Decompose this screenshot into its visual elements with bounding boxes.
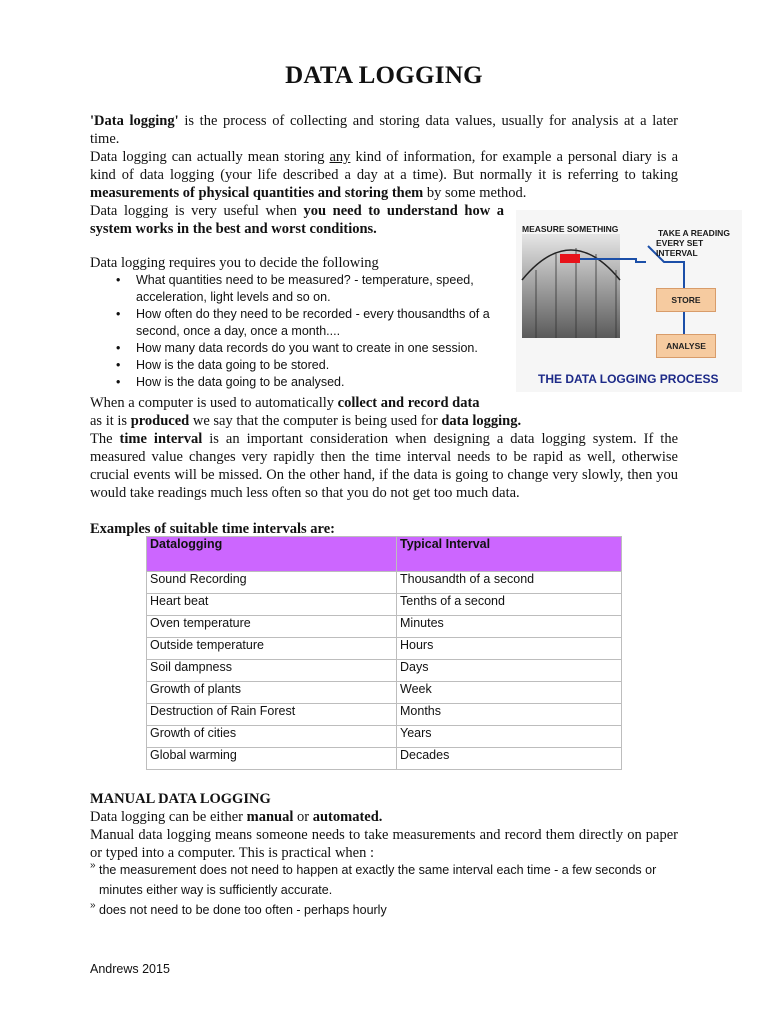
text-run: The xyxy=(90,431,120,447)
manual-line-2: Manual data logging means someone needs to take measurements and record them directly on paper or typed into a computer. This is practical when : xyxy=(90,827,678,861)
underlined-word: any xyxy=(329,149,351,165)
table-cell: Soil dampness xyxy=(147,660,397,682)
data-logging-process-diagram xyxy=(516,210,742,392)
table-row xyxy=(147,748,622,770)
bold-phrase: automated. xyxy=(312,809,383,825)
bold-phrase: manual xyxy=(246,809,294,825)
measure-label: MEASURE SOMETHING xyxy=(522,224,619,234)
table-cell: Tenths of a second xyxy=(397,594,622,616)
condition-text: the measurement does not need to happen at exactly the same interval each time - a few seconds or minutes either way is sufficiently accurate. xyxy=(99,863,657,897)
table-cell: Growth of cities xyxy=(147,726,397,748)
text-run: Data logging is very useful when xyxy=(90,203,304,219)
arrow-bullet-icon: » xyxy=(90,860,96,871)
table-cell: Minutes xyxy=(397,616,622,638)
intro-term: 'Data logging' xyxy=(90,113,179,129)
list-item: • What quantities need to be measured? - temperature, speed, acceleration, light levels and so on. xyxy=(90,272,512,306)
list-item: • How is the data going to be stored. xyxy=(90,357,512,374)
analyse-box: ANALYSE xyxy=(656,334,716,358)
take-reading-label: TAKE A READING xyxy=(658,228,730,238)
page-title: DATA LOGGING xyxy=(285,62,483,89)
text-run: we say that the computer is being used for xyxy=(189,413,442,429)
table-cell: Decades xyxy=(397,748,622,770)
text-run: by some method. xyxy=(423,185,527,201)
condition-text: does not need to be done too often - perhaps hourly xyxy=(99,903,387,917)
text-run: as it is xyxy=(90,413,131,429)
arrow-bullet-icon: » xyxy=(90,900,96,911)
list-item: • How often do they need to be recorded - every thousandths of a second, once a day, once a month.... xyxy=(90,306,512,340)
table-header-row xyxy=(147,537,622,572)
time-interval-paragraph xyxy=(90,430,678,502)
table-cell: Years xyxy=(397,726,622,748)
bold-phrase: collect and record data xyxy=(337,395,480,411)
manual-condition-item xyxy=(90,860,690,900)
bold-phrase: time interval xyxy=(119,431,203,447)
text-run: is an important consideration when designing a data logging system. If the measured value changes very rapidly then the time interval needs to be rapid as well, otherwise crucial events will be missed. On the other hand, if the data is going to change very slowly, then you would take readings much less often so that you do not get too much data. xyxy=(90,431,679,501)
table-cell: Heart beat xyxy=(147,594,397,616)
footer-author: Andrews 2015 xyxy=(90,962,170,976)
table-row xyxy=(147,638,622,660)
computer-paragraph-line2 xyxy=(90,412,678,430)
bold-phrase: MANUAL DATA LOGGING xyxy=(90,791,271,807)
list-item: • How many data records do you want to create in one session. xyxy=(90,340,512,357)
bold-phrase: produced xyxy=(130,413,190,429)
manual-line-1 xyxy=(90,808,678,826)
table-cell: Growth of plants xyxy=(147,682,397,704)
intro-definition: is the process of collecting and storing data values, usually for analysis at a later time. xyxy=(90,113,678,147)
table-cell: Days xyxy=(397,660,622,682)
table-row xyxy=(147,572,622,594)
text-run: When a computer is used to automatically xyxy=(90,395,338,411)
bold-phrase: data logging. xyxy=(441,413,522,429)
intro-paragraph-3 xyxy=(90,202,504,238)
table-cell: Destruction of Rain Forest xyxy=(147,704,397,726)
sensor-icon xyxy=(560,254,580,263)
text-run: kind of information, for example a personal diary is a kind of data logging (your life described a day at a time). But normally it is referring to taking xyxy=(90,149,679,183)
column-header: Typical Interval xyxy=(397,537,622,572)
table-row xyxy=(147,682,622,704)
table-row xyxy=(147,726,622,748)
table-row xyxy=(147,594,622,616)
computer-paragraph-line1 xyxy=(90,394,510,412)
manual-heading xyxy=(90,790,678,808)
requires-lead: Data logging requires you to decide the following xyxy=(90,255,379,271)
table-row xyxy=(147,704,622,726)
store-box: STORE xyxy=(656,288,716,312)
table-row xyxy=(147,660,622,682)
text-run: Data logging can actually mean storing xyxy=(90,149,330,165)
table-cell: Oven temperature xyxy=(147,616,397,638)
text-run: or xyxy=(293,809,313,825)
list-item: • How is the data going to be analysed. xyxy=(90,374,512,391)
table-cell: Global warming xyxy=(147,748,397,770)
requirements-list xyxy=(90,272,512,391)
table-cell: Outside temperature xyxy=(147,638,397,660)
intro-paragraph-2 xyxy=(90,148,678,202)
diagram-caption: THE DATA LOGGING PROCESS xyxy=(538,372,719,386)
manual-condition-item xyxy=(90,900,690,920)
table-cell: Week xyxy=(397,682,622,704)
table-cell: Sound Recording xyxy=(147,572,397,594)
bold-phrase: measurements of physical quantities and storing them xyxy=(90,185,424,201)
bold-phrase: Examples of suitable time intervals are: xyxy=(90,521,335,537)
bold-phrase: you need to understand how a system works in the best and worst conditions. xyxy=(90,203,505,237)
table-row xyxy=(147,616,622,638)
intro-paragraph-1 xyxy=(90,112,678,148)
time-interval-table xyxy=(146,536,622,770)
column-header: Datalogging xyxy=(147,537,397,572)
table-cell: Hours xyxy=(397,638,622,660)
table-cell: Thousandth of a second xyxy=(397,572,622,594)
text-run: Data logging can be either xyxy=(90,809,247,825)
table-cell: Months xyxy=(397,704,622,726)
interval-label: EVERY SET INTERVAL xyxy=(656,238,704,258)
